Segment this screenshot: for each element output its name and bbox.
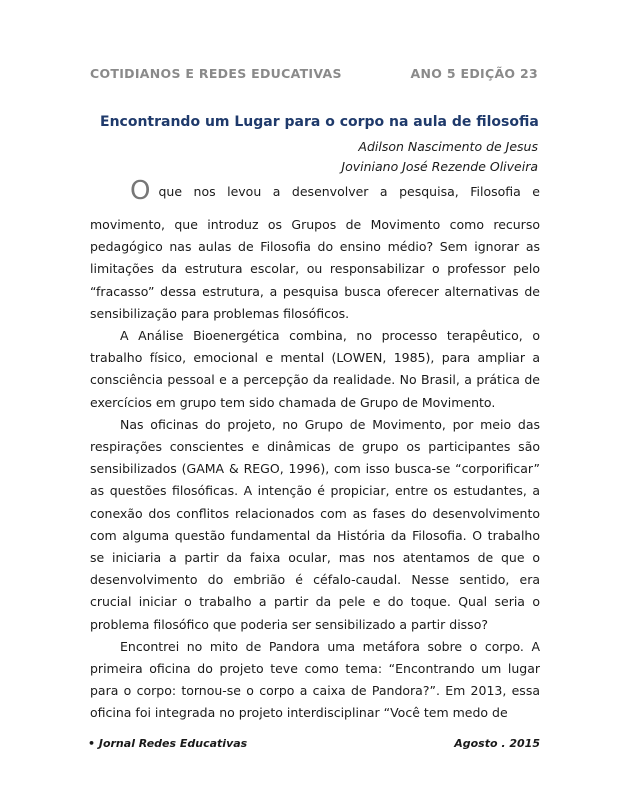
journal-section-title: COTIDIANOS E REDES EDUCATIVAS bbox=[90, 66, 342, 81]
paragraph-3: Nas oficinas do projeto, no Grupo de Movimento, por meio das respirações conscientes e dinâmicas de grupo os participantes são sensibilizados (GAMA & REGO, 1996), com isso busca-se “corporificar” as questões filosóficas. A intenção é propiciar, entre os estudantes, a conexão dos conflitos relacionados com as fases do desenvolvimento com alguma questão fundamental da História da Filosofia. O trabalho se iniciaria a partir da faixa ocular, mas nos atentamos de que o desenvolvimento do embrião é céfalo-caudal. Nesse sentido, era crucial iniciar o trabalho a partir da pele e do toque. Qual seria o problema filosófico que poderia ser sensibilizado a partir disso? bbox=[90, 416, 540, 632]
opening-line bbox=[130, 176, 540, 206]
running-header bbox=[90, 66, 538, 81]
issue-label: ANO 5 EDIÇÃO 23 bbox=[410, 66, 538, 81]
publication-date: Agosto . 2015 bbox=[454, 737, 540, 750]
article-title: Encontrando um Lugar para o corpo na aula de filosofia bbox=[100, 114, 539, 130]
author-2: Joviniano José Rezende Oliveira bbox=[341, 159, 538, 174]
paragraph-1: movimento, que introduz os Grupos de Movimento como recurso pedagógico nas aulas de Filosofia do ensino médio? Sem ignorar as limitações da estrutura escolar, ou responsabilizar o professor pelo “fracasso” dessa estrutura, a pesquisa busca oferecer alternativas de sensibilização para problemas filosóficos. bbox=[90, 217, 540, 321]
journal-name: • Jornal Redes Educativas bbox=[88, 737, 248, 750]
paragraph-2: A Análise Bioenergética combina, no processo terapêutico, o trabalho físico, emocional e mental (LOWEN, 1985), para ampliar a consciência pessoal e a percepção da realidade. No Brasil, a prática de exercícios em grupo tem sido chamada de Grupo de Movimento. bbox=[90, 328, 540, 410]
drop-cap: O bbox=[130, 176, 151, 206]
article-authors bbox=[341, 137, 538, 177]
page-footer bbox=[88, 737, 540, 750]
author-1: Adilson Nascimento de Jesus bbox=[358, 139, 538, 154]
article-body bbox=[90, 214, 540, 725]
opening-line-text: que nos levou a desenvolver a pesquisa, Filosofia e bbox=[158, 184, 540, 199]
paragraph-4: Encontrei no mito de Pandora uma metáfora sobre o corpo. A primeira oficina do projeto teve como tema: “Encontrando um lugar para o corpo: tornou-se o corpo a caixa de Pandora?”. Em 2013, essa oficina foi integrada no projeto interdisciplinar “Você tem medo de bbox=[90, 638, 540, 721]
